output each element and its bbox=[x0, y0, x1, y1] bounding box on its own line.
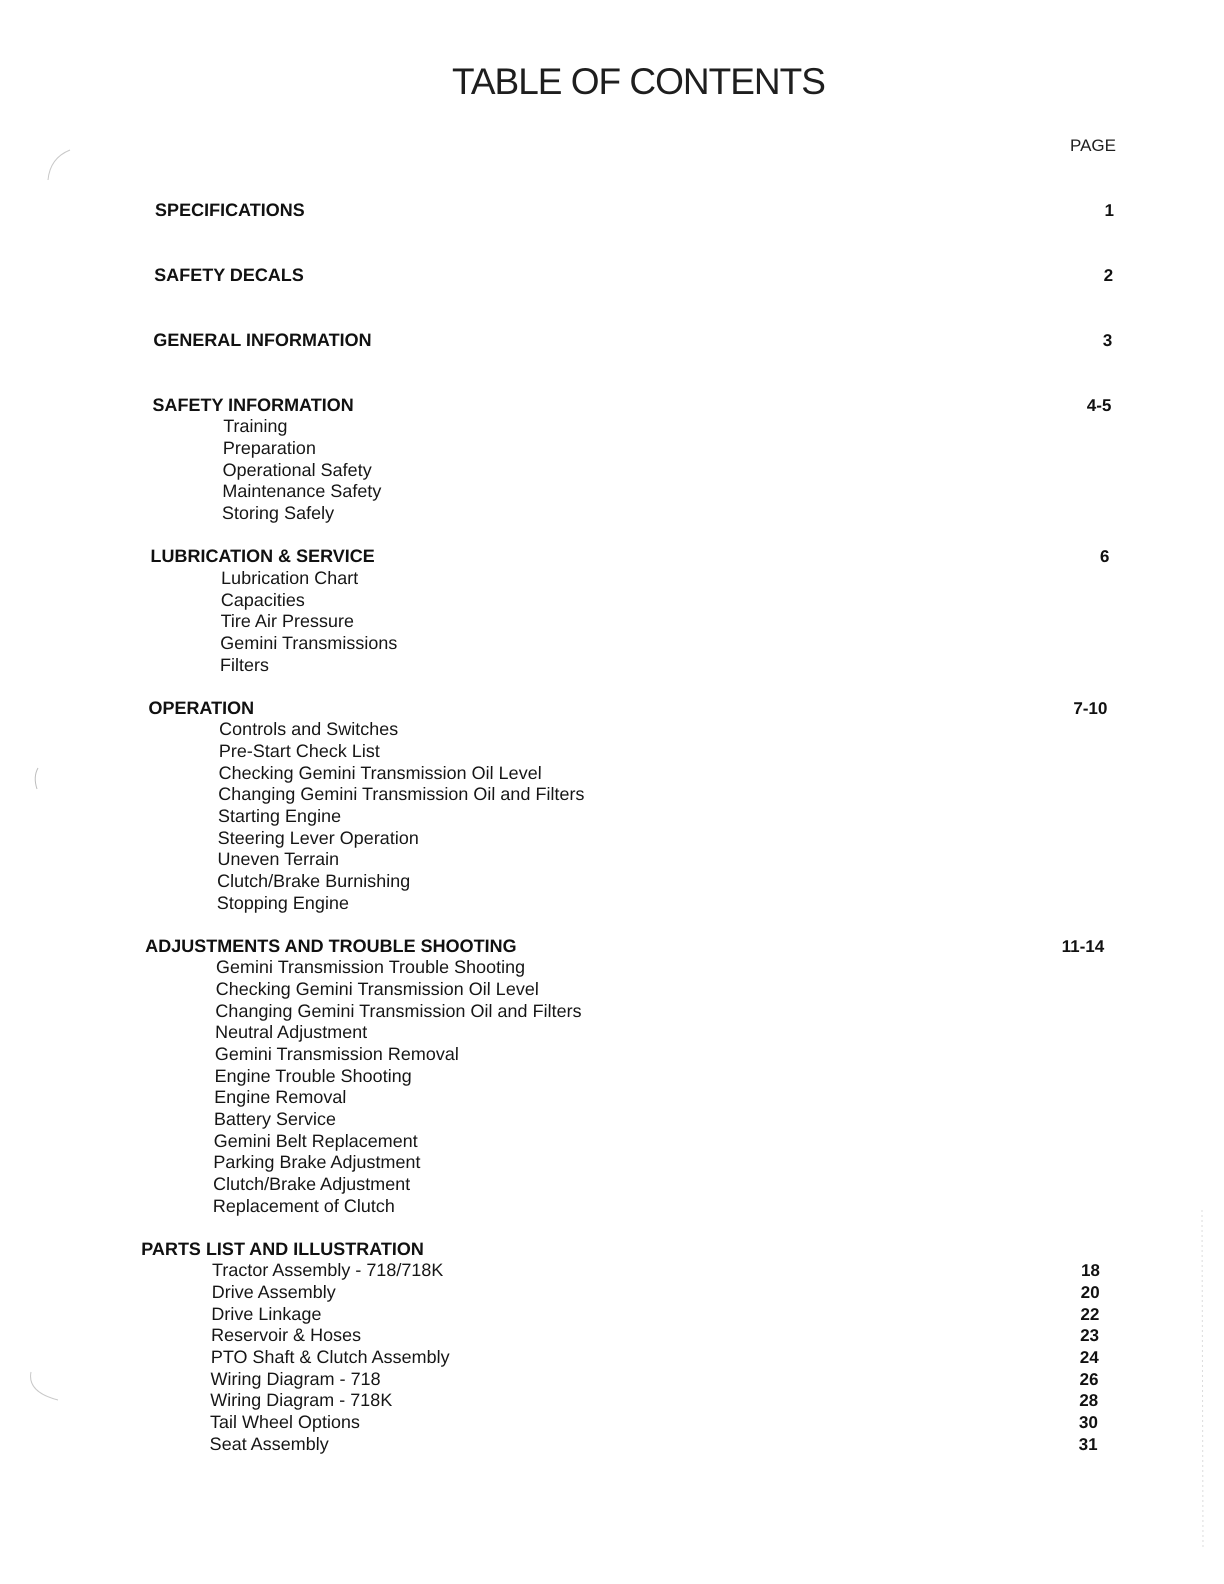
toc-entry-label: Filters bbox=[219, 654, 270, 675]
toc-entry-label: Wiring Diagram - 718K bbox=[210, 1390, 393, 1411]
toc-entry-label: Drive Linkage bbox=[211, 1304, 322, 1325]
toc-entry-label: Engine Trouble Shooting bbox=[214, 1066, 412, 1087]
toc-entry bbox=[0, 806, 1216, 828]
toc-entry-page-number: 22 bbox=[1080, 1305, 1100, 1325]
toc-entry-label: Gemini Transmissions bbox=[220, 633, 398, 654]
section-heading: ADJUSTMENTS AND TROUBLE SHOOTING bbox=[145, 936, 517, 957]
toc-entry bbox=[0, 720, 1217, 742]
toc-entry-label: Lubrication Chart bbox=[220, 568, 359, 589]
toc-entry-label: Tractor Assembly - 718/718K bbox=[211, 1260, 444, 1281]
section-heading-row bbox=[0, 330, 1222, 352]
toc-entry-label: Controls and Switches bbox=[218, 719, 399, 740]
toc-entry-label: Gemini Belt Replacement bbox=[213, 1130, 418, 1151]
section-heading: GENERAL INFORMATION bbox=[153, 330, 372, 351]
toc-entry bbox=[0, 1326, 1209, 1348]
section-heading-row bbox=[0, 698, 1218, 720]
toc-entry bbox=[0, 1001, 1214, 1023]
toc-entry bbox=[0, 1347, 1209, 1369]
page-title: TABLE OF CONTENTS bbox=[452, 61, 825, 102]
section-page-number: 11-14 bbox=[1061, 937, 1105, 957]
toc-entry bbox=[0, 763, 1217, 785]
toc-entry bbox=[0, 568, 1219, 590]
toc-section bbox=[0, 330, 1222, 352]
toc-entry bbox=[0, 633, 1218, 655]
toc-entry-label: PTO Shaft & Clutch Assembly bbox=[210, 1347, 450, 1368]
toc-section bbox=[0, 265, 1223, 287]
toc-entry bbox=[0, 958, 1214, 980]
toc-entry bbox=[0, 1109, 1212, 1131]
section-heading-row bbox=[0, 936, 1214, 958]
section-heading-row bbox=[0, 1239, 1210, 1261]
toc-entry bbox=[0, 1412, 1208, 1434]
toc-entry-label: Replacement of Clutch bbox=[212, 1195, 396, 1216]
toc-entry-label: Checking Gemini Transmission Oil Level bbox=[218, 763, 542, 784]
toc-entry-label: Clutch/Brake Adjustment bbox=[212, 1174, 411, 1195]
section-heading-row bbox=[0, 547, 1220, 569]
toc-entry-label: Starting Engine bbox=[217, 806, 342, 827]
toc-section bbox=[0, 1239, 1210, 1455]
toc-entry bbox=[0, 590, 1219, 612]
toc-entry bbox=[0, 612, 1219, 634]
toc-entry-page-number: 18 bbox=[1080, 1261, 1101, 1281]
toc-entry-label: Drive Assembly bbox=[211, 1282, 336, 1303]
toc-entry bbox=[0, 741, 1217, 763]
toc-entry-label: Operational Safety bbox=[222, 460, 372, 481]
section-page-number: 3 bbox=[1102, 331, 1113, 351]
section-heading: SPECIFICATIONS bbox=[154, 200, 305, 221]
toc-entry bbox=[0, 1391, 1208, 1413]
toc-entry-label: Uneven Terrain bbox=[217, 849, 340, 870]
toc-entry-label: Gemini Transmission Removal bbox=[214, 1044, 460, 1065]
toc-entry bbox=[0, 1023, 1213, 1045]
section-heading: SAFETY INFORMATION bbox=[152, 395, 354, 416]
toc-entry bbox=[0, 1304, 1209, 1326]
section-heading: PARTS LIST AND ILLUSTRATION bbox=[141, 1239, 425, 1260]
toc-entry-label: Changing Gemini Transmission Oil and Filters bbox=[215, 1001, 582, 1022]
toc-entry bbox=[0, 460, 1221, 482]
toc-entry-label: Neutral Adjustment bbox=[214, 1022, 368, 1043]
scan-mark bbox=[48, 150, 70, 180]
toc-entry bbox=[0, 438, 1221, 460]
toc-entry-label: Pre-Start Check List bbox=[218, 741, 381, 762]
toc-entry-page-number: 26 bbox=[1079, 1370, 1099, 1390]
toc-section bbox=[0, 200, 1224, 222]
toc-entry bbox=[0, 1044, 1213, 1066]
toc-section bbox=[0, 395, 1222, 525]
toc-section bbox=[0, 936, 1214, 1217]
toc-entry bbox=[0, 980, 1214, 1002]
toc-entry-label: Seat Assembly bbox=[209, 1433, 329, 1454]
toc-entry-label: Tire Air Pressure bbox=[220, 611, 355, 632]
toc-entry bbox=[0, 1088, 1212, 1110]
toc-entry bbox=[0, 503, 1220, 525]
toc-entry-label: Preparation bbox=[222, 438, 317, 459]
toc-entry bbox=[0, 893, 1215, 915]
section-heading: LUBRICATION & SERVICE bbox=[150, 546, 375, 567]
section-heading: OPERATION bbox=[148, 698, 255, 719]
section-page-number: 6 bbox=[1099, 547, 1110, 567]
toc-entry bbox=[0, 1261, 1210, 1283]
page-column-label: PAGE bbox=[1070, 136, 1116, 155]
toc-entry-label: Clutch/Brake Burnishing bbox=[216, 871, 411, 892]
section-page-number: 4-5 bbox=[1086, 396, 1112, 416]
toc-entry-label: Parking Brake Adjustment bbox=[213, 1152, 421, 1173]
toc-entry bbox=[0, 1131, 1212, 1153]
toc-entry bbox=[0, 417, 1221, 439]
section-heading-row bbox=[0, 395, 1222, 417]
toc-entry-label: Wiring Diagram - 718 bbox=[210, 1369, 381, 1390]
toc-section bbox=[0, 547, 1220, 677]
toc-entry-page-number: 23 bbox=[1080, 1326, 1100, 1346]
toc-entry bbox=[0, 1196, 1211, 1218]
toc-section bbox=[0, 698, 1218, 914]
toc-entry bbox=[0, 850, 1216, 872]
toc-entry bbox=[0, 1434, 1208, 1456]
toc-entry bbox=[0, 871, 1215, 893]
toc-entry bbox=[0, 1369, 1209, 1391]
toc-entry bbox=[0, 482, 1220, 504]
toc-entry-label: Capacities bbox=[220, 589, 306, 610]
toc-entry-label: Engine Removal bbox=[214, 1087, 347, 1108]
toc-entry bbox=[0, 1153, 1212, 1175]
table-of-contents bbox=[0, 200, 1224, 1477]
section-page-number: 1 bbox=[1104, 201, 1115, 221]
toc-entry-label: Changing Gemini Transmission Oil and Filters bbox=[218, 784, 585, 805]
toc-entry bbox=[0, 785, 1216, 807]
toc-entry-label: Tail Wheel Options bbox=[209, 1412, 361, 1433]
toc-entry-label: Gemini Transmission Trouble Shooting bbox=[215, 957, 526, 978]
toc-entry-label: Storing Safely bbox=[221, 503, 335, 524]
toc-entry-page-number: 30 bbox=[1078, 1413, 1099, 1433]
toc-entry-label: Checking Gemini Transmission Oil Level bbox=[215, 979, 539, 1000]
toc-entry bbox=[0, 1174, 1211, 1196]
section-heading: SAFETY DECALS bbox=[154, 265, 304, 286]
toc-entry-label: Battery Service bbox=[213, 1109, 337, 1130]
toc-entry bbox=[0, 828, 1216, 850]
toc-entry-label: Training bbox=[223, 416, 288, 437]
toc-entry-label: Steering Lever Operation bbox=[217, 828, 419, 849]
toc-entry-page-number: 28 bbox=[1079, 1391, 1099, 1411]
toc-entry-page-number: 24 bbox=[1079, 1348, 1099, 1368]
section-page-number: 7-10 bbox=[1073, 699, 1108, 719]
section-page-number: 2 bbox=[1103, 266, 1114, 286]
toc-entry bbox=[0, 655, 1218, 677]
toc-entry-label: Reservoir & Hoses bbox=[210, 1325, 362, 1346]
toc-entry bbox=[0, 1066, 1213, 1088]
toc-entry-label: Stopping Engine bbox=[216, 892, 350, 913]
toc-entry-page-number: 20 bbox=[1080, 1283, 1100, 1303]
toc-entry-page-number: 31 bbox=[1078, 1434, 1098, 1454]
section-heading-row bbox=[0, 200, 1224, 222]
section-heading-row bbox=[0, 265, 1223, 287]
toc-entry-label: Maintenance Safety bbox=[222, 481, 382, 502]
toc-entry bbox=[0, 1282, 1210, 1304]
